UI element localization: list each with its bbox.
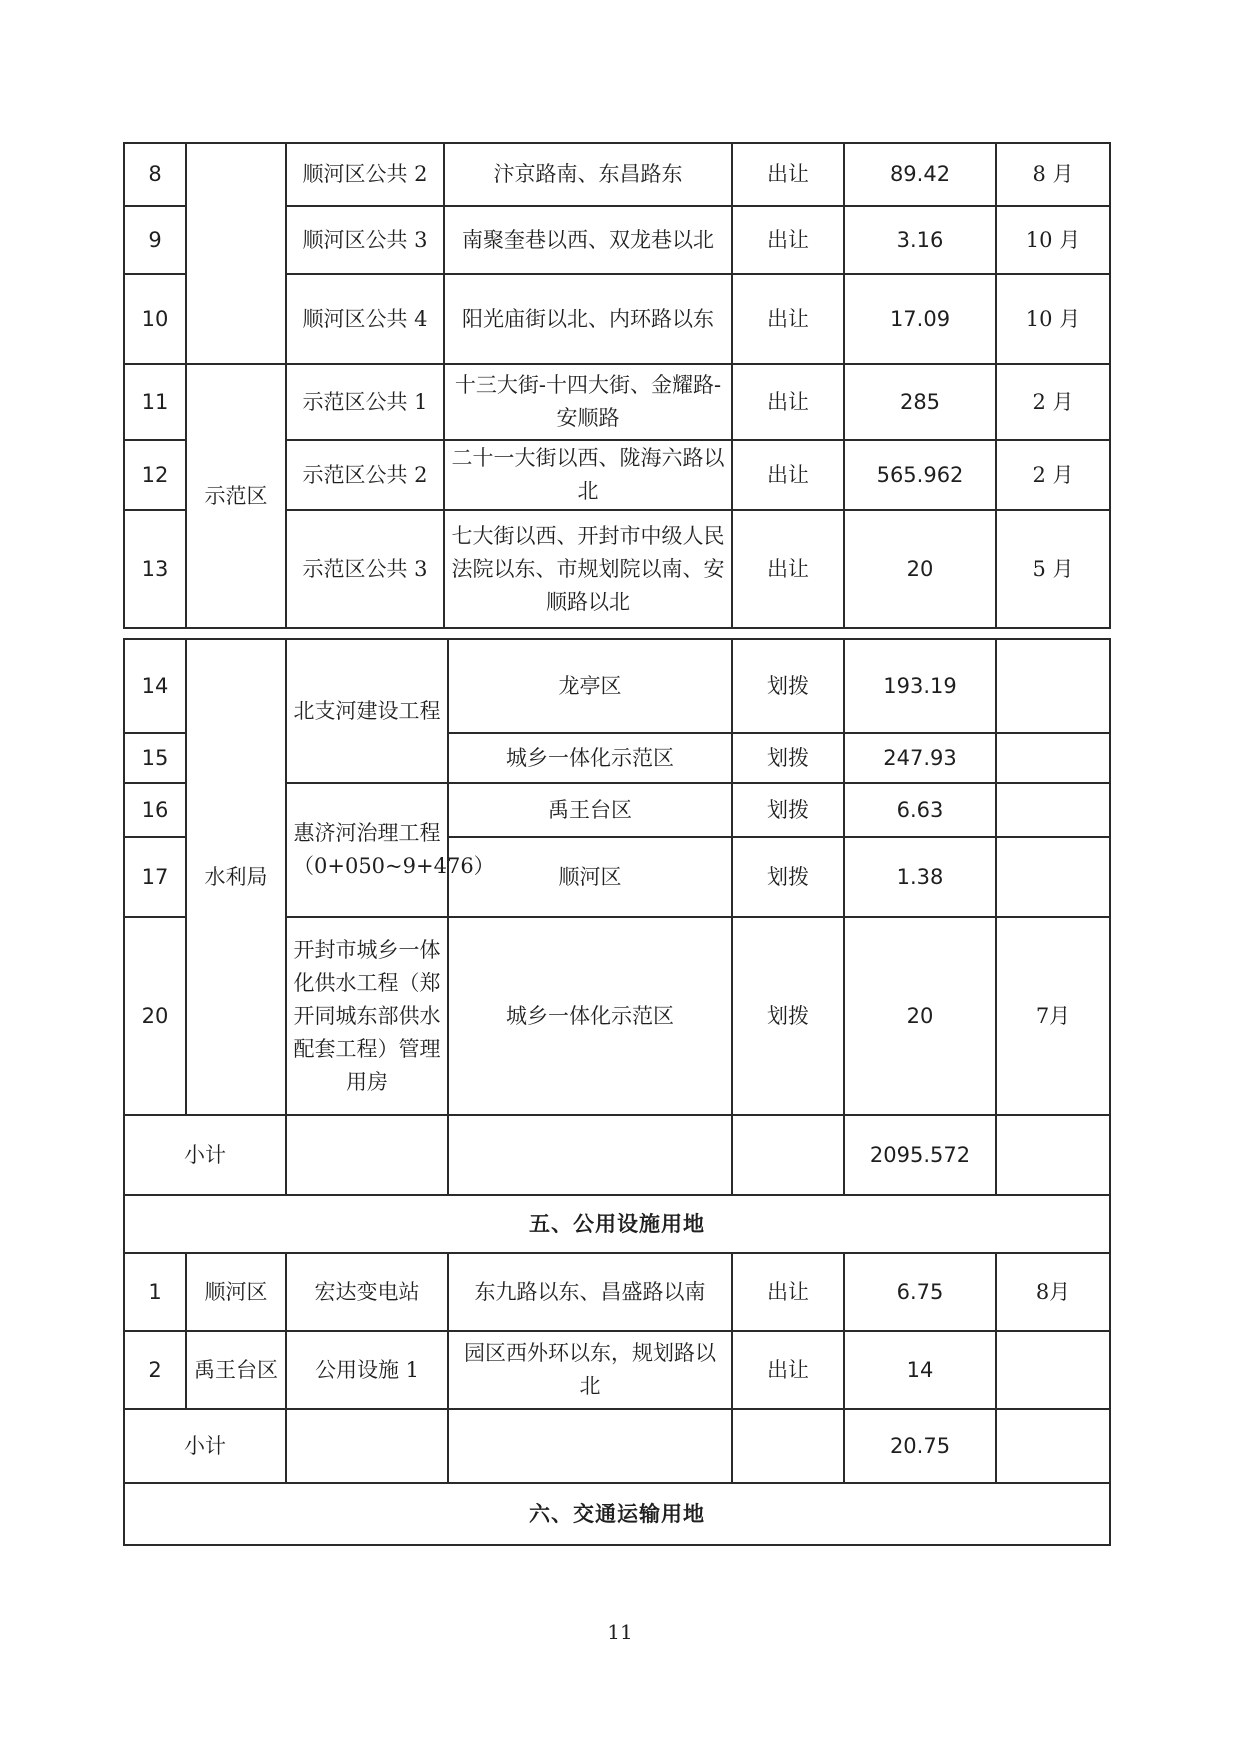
project-name: 示范区公共 2	[286, 440, 444, 510]
location: 汴京路南、东昌路东	[444, 143, 732, 206]
row-number: 13	[124, 510, 186, 628]
supply-month	[996, 733, 1110, 783]
table-row	[124, 639, 1110, 733]
location: 阳光庙街以北、内环路以东	[444, 274, 732, 364]
document-page	[123, 142, 1109, 1548]
subtotal-area: 2095.572	[844, 1115, 996, 1195]
location: 东九路以东、昌盛路以南	[448, 1253, 732, 1331]
empty-cell	[996, 1409, 1110, 1483]
department-cell: 顺河区	[186, 1253, 286, 1331]
table-row	[124, 364, 1110, 440]
subtotal-row	[124, 1115, 1110, 1195]
supply-month	[996, 783, 1110, 837]
row-number: 12	[124, 440, 186, 510]
supply-method: 出让	[732, 510, 844, 628]
area-value: 20	[844, 510, 996, 628]
supply-month	[996, 1331, 1110, 1409]
row-number: 10	[124, 274, 186, 364]
supply-method: 出让	[732, 440, 844, 510]
supply-method: 划拨	[732, 837, 844, 917]
area-value: 20	[844, 917, 996, 1115]
project-name: 公用设施 1	[286, 1331, 448, 1409]
section-title: 五、公用设施用地	[124, 1195, 1110, 1253]
location: 园区西外环以东，规划路以北	[448, 1331, 732, 1409]
supply-month: 2 月	[996, 440, 1110, 510]
table-row	[124, 143, 1110, 206]
empty-cell	[732, 1115, 844, 1195]
department-cell	[186, 143, 286, 364]
department-cell: 水利局	[186, 639, 286, 1115]
supply-method: 出让	[732, 206, 844, 274]
area-value: 1.38	[844, 837, 996, 917]
area-value: 17.09	[844, 274, 996, 364]
section-header-row	[124, 1195, 1110, 1253]
section-title: 六、交通运输用地	[124, 1483, 1110, 1545]
row-number: 2	[124, 1331, 186, 1409]
location: 南聚奎巷以西、双龙巷以北	[444, 206, 732, 274]
row-number: 1	[124, 1253, 186, 1331]
location: 七大街以西、开封市中级人民法院以东、市规划院以南、安顺路以北	[444, 510, 732, 628]
row-number: 17	[124, 837, 186, 917]
row-number: 15	[124, 733, 186, 783]
supply-month: 10 月	[996, 206, 1110, 274]
supply-method: 划拨	[732, 639, 844, 733]
table-row	[124, 1331, 1110, 1409]
area-value: 14	[844, 1331, 996, 1409]
project-name: 顺河区公共 2	[286, 143, 444, 206]
empty-cell	[996, 1115, 1110, 1195]
location: 禹王台区	[448, 783, 732, 837]
area-value: 285	[844, 364, 996, 440]
location: 城乡一体化示范区	[448, 917, 732, 1115]
subtotal-label: 小计	[124, 1115, 286, 1195]
empty-cell	[286, 1115, 448, 1195]
project-name: 示范区公共 1	[286, 364, 444, 440]
supply-method: 出让	[732, 274, 844, 364]
supply-method: 出让	[732, 143, 844, 206]
row-number: 9	[124, 206, 186, 274]
supply-method: 划拨	[732, 733, 844, 783]
subtotal-area: 20.75	[844, 1409, 996, 1483]
row-number: 16	[124, 783, 186, 837]
empty-cell	[732, 1409, 844, 1483]
row-number: 11	[124, 364, 186, 440]
supply-method: 出让	[732, 1331, 844, 1409]
subtotal-label: 小计	[124, 1409, 286, 1483]
supply-month	[996, 837, 1110, 917]
area-value: 89.42	[844, 143, 996, 206]
empty-cell	[448, 1409, 732, 1483]
supply-month: 8月	[996, 1253, 1110, 1331]
project-name: 顺河区公共 4	[286, 274, 444, 364]
land-table-upper	[123, 142, 1111, 629]
project-name: 顺河区公共 3	[286, 206, 444, 274]
area-value: 6.63	[844, 783, 996, 837]
subtotal-row	[124, 1409, 1110, 1483]
section-header-row	[124, 1483, 1110, 1545]
project-name: 示范区公共 3	[286, 510, 444, 628]
land-table-lower	[123, 1114, 1111, 1546]
supply-month: 7月	[996, 917, 1110, 1115]
empty-cell	[448, 1115, 732, 1195]
row-number: 20	[124, 917, 186, 1115]
location: 龙亭区	[448, 639, 732, 733]
location: 顺河区	[448, 837, 732, 917]
page-number: 11	[607, 1620, 633, 1644]
area-value: 565.962	[844, 440, 996, 510]
empty-cell	[286, 1409, 448, 1483]
location: 二十一大街以西、陇海六路以北	[444, 440, 732, 510]
project-name: 北支河建设工程	[286, 639, 448, 783]
supply-month: 5 月	[996, 510, 1110, 628]
area-value: 193.19	[844, 639, 996, 733]
project-name: 惠济河治理工程（0+050~9+476）	[286, 783, 448, 917]
land-table-water	[123, 638, 1111, 1116]
project-name: 宏达变电站	[286, 1253, 448, 1331]
supply-month	[996, 639, 1110, 733]
area-value: 247.93	[844, 733, 996, 783]
project-name: 开封市城乡一体化供水工程（郑开同城东部供水配套工程）管理用房	[286, 917, 448, 1115]
location: 十三大街-十四大街、金耀路-安顺路	[444, 364, 732, 440]
supply-method: 出让	[732, 1253, 844, 1331]
department-cell: 禹王台区	[186, 1331, 286, 1409]
area-value: 6.75	[844, 1253, 996, 1331]
row-number: 14	[124, 639, 186, 733]
supply-method: 划拨	[732, 783, 844, 837]
supply-month: 2 月	[996, 364, 1110, 440]
table-row	[124, 1253, 1110, 1331]
supply-method: 出让	[732, 364, 844, 440]
location: 城乡一体化示范区	[448, 733, 732, 783]
supply-month: 10 月	[996, 274, 1110, 364]
department-cell: 示范区	[186, 364, 286, 628]
supply-method: 划拨	[732, 917, 844, 1115]
area-value: 3.16	[844, 206, 996, 274]
supply-month: 8 月	[996, 143, 1110, 206]
row-number: 8	[124, 143, 186, 206]
